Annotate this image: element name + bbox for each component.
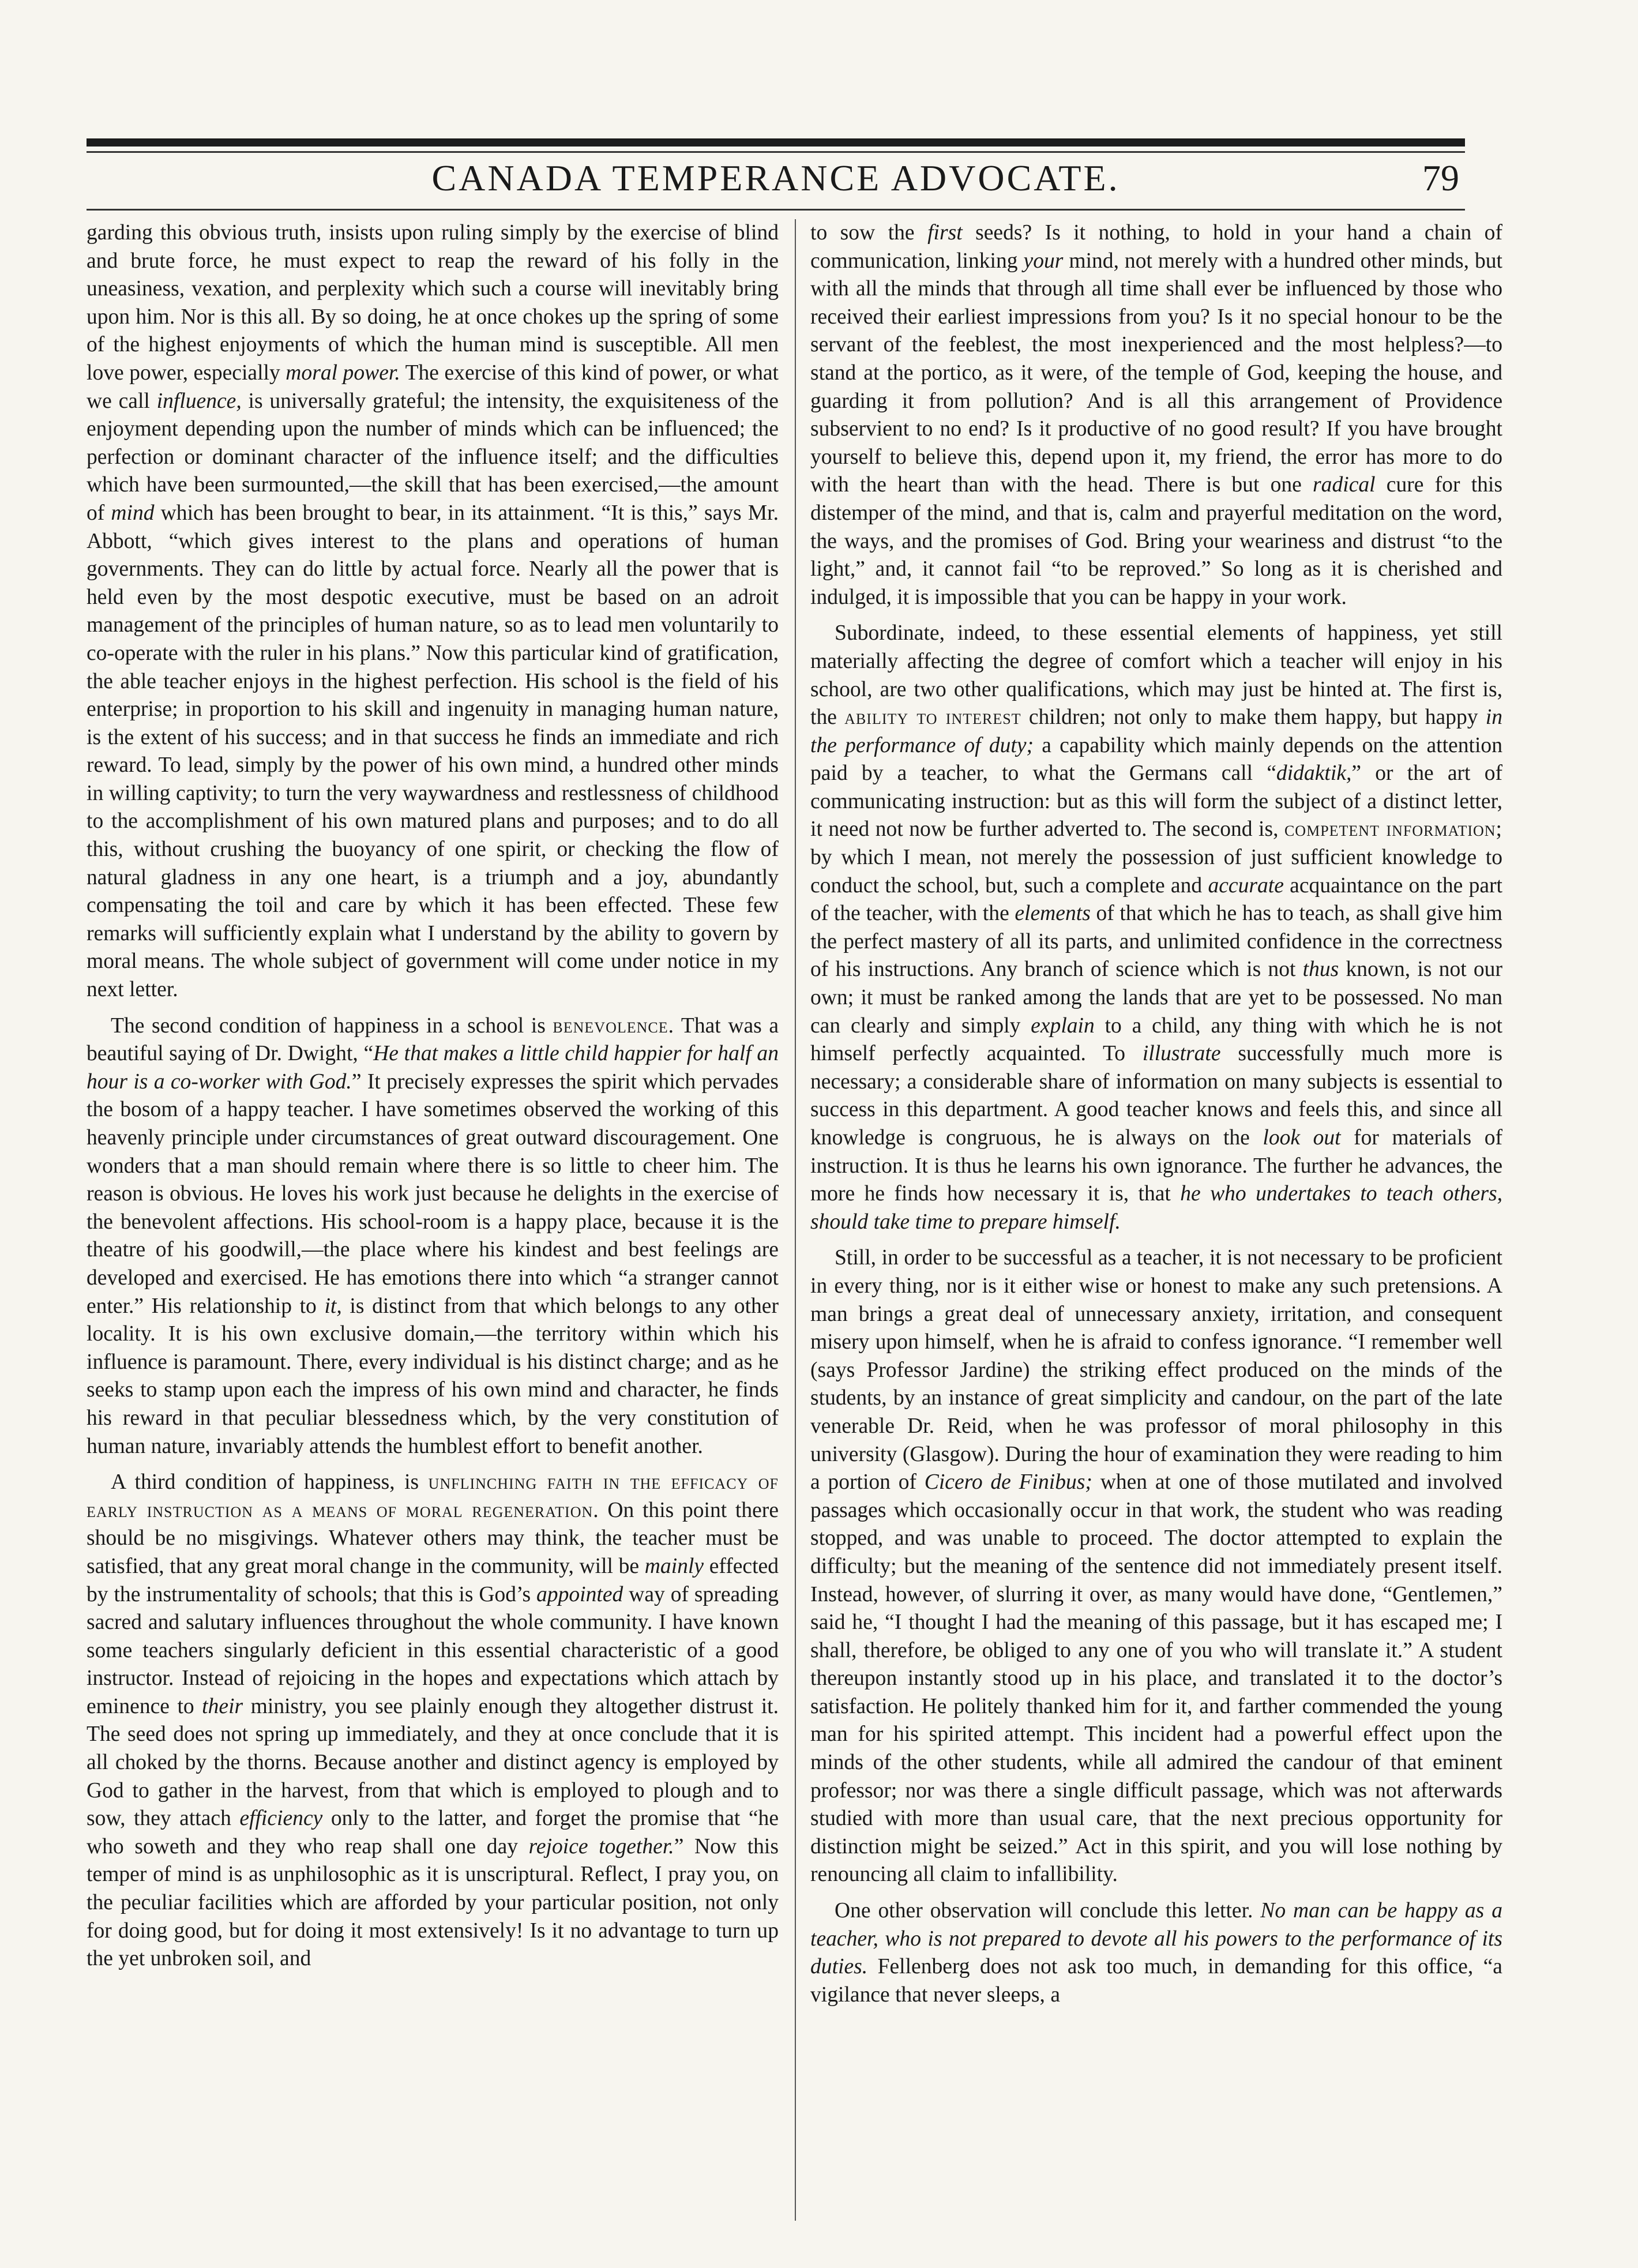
- page-header: [87, 157, 1465, 209]
- page-title: CANADA TEMPERANCE ADVOCATE.: [431, 157, 1120, 198]
- paragraph: One other observation will conclude this letter. No man can be happy as a teacher, who is not prepared to devote all his powers to the performance of its duties. Fellenberg does not ask too much, in demanding for this office, “a vigilance that never sleeps, a: [810, 1899, 1502, 2007]
- paragraph: Still, in order to be successful as a teacher, it is not necessary to be proficient in every thing, nor is it either wise or honest to make any such pretensions. A man brings a great deal of unnecessary anxiety, irritation, and consequent misery upon himself, when he is afraid to confess ignorance. “I remember well (says Professor Jardine) the striking effect produced on the minds of the students, by an instance of great simplicity and candour, on the part of the late venerable Dr. Reid, when he was professor of moral philosophy in this university (Glasgow). During the hour of examination they were reading to him a portion of Cicero de Finibus; when at one of those mutilated and involved passages which occasionally occur in that work, the student who was reading stopped, and was unable to proceed. The doctor attempted to explain the difficulty; but the meaning of the sentence did not immediately present itself. Instead, however, of slurring it over, as many would have done, “Gentlemen,” said he, “I thought I had the meaning of this passage, but it has escaped me; I shall, therefore, be obliged to any one of you who will translate it.” A student thereupon instantly stood up in his place, and translated it to the doctor’s satisfaction. He politely thanked him for it, and farther commended the young man for his spirited attempt. This incident had a powerful effect upon the minds of the other students, while all admired the candour of that eminent professor; nor was there a single difficult passage, which was not afterwards studied with more than usual care, that the next precious opportunity for distinction might be seized.” Act in this spirit, and you will lose nothing by renouncing all claim to infallibility.: [810, 1246, 1502, 1887]
- paragraph: A third condition of happiness, is unflinching faith in the efficacy of early instruction as a means of moral regeneration. On this point there should be no misgivings. Whatever others may think, the teacher must be satisfied, that any great moral change in the community, will be mainly effected by the instrumentality of schools; that this is God’s appointed way of spreading sacred and salutary influences throughout the whole community. I have known some teachers singularly deficient in this essential characteristic of a good instructor. Instead of rejoicing in the hopes and expectations which attach by eminence to their ministry, you see plainly enough they altogether distrust it. The seed does not spring up immediately, and they at once conclude that it is all choked by the thorns. Because another and distinct agency is employed by God to gather in the harvest, from that which is employed to plough and to sow, they attach efficiency only to the latter, and forget the promise that “he who soweth and they who reap shall one day rejoice together.” Now this temper of mind is as unphilosophic as it is unscriptural. Reflect, I pray you, on the peculiar facilities which are afforded by your particular position, not only for doing good, but for doing it most extensively! Is it no advantage to turn up the yet unbroken soil, and: [87, 1470, 779, 1971]
- paragraph: garding this obvious truth, insists upon ruling simply by the exercise of blind and brute force, he must expect to reap the reward of his folly in the uneasiness, vexation, and perplexity which such a course will inevitably bring upon him. Nor is this all. By so doing, he at once chokes up the spring of some of the highest enjoyments of which the human mind is susceptible. All men love power, especially moral power. The exercise of this kind of power, or what we call influence, is universally grateful; the intensity, the exquisiteness of the enjoyment depending upon the number of minds which can be influenced; the perfection or dominant character of the influence itself; and the difficulties which have been surmounted,—the skill that has been exercised,—the amount of mind which has been brought to bear, in its attainment. “It is this,” says Mr. Abbott, “which gives interest to the plans and operations of human governments. They can do little by actual force. Nearly all the power that is held even by the most despotic executive, must be based on an adroit management of the principles of human nature, so as to lead men voluntarily to co-operate with the ruler in his plans.” Now this particular kind of gratification, the able teacher enjoys in the highest perfection. His school is the field of his enterprise; in proportion to his skill and ingenuity in managing human nature, is the extent of his success; and in that success he finds an immediate and rich reward. To lead, simply by the power of his own mind, a hundred other minds in willing captivity; to turn the very waywardness and restlessness of childhood to the accomplishment of his own matured plans and purposes; and to do all this, without crushing the buoyancy of one spirit, or checking the flow of natural gladness in any one heart, is a triumph and a joy, abundantly compensating the toil and care by which it has been effected. These few remarks will sufficiently explain what I understand by the ability to govern by moral means. The whole subject of government will come under notice in my next letter.: [87, 221, 779, 1002]
- left-column: [87, 219, 779, 2221]
- paragraph: to sow the first seeds? Is it nothing, to hold in your hand a chain of communication, linking your mind, not merely with a hundred other minds, but with all the minds that through all time shall ever be influenced by those who received their earliest impressions from you? Is it no special honour to be the servant of the feeblest, the most inexperienced and the most helpless?—to stand at the portico, as it were, of the temple of God, keeping the house, and guarding it from pollution? And is all this arrangement of Providence subservient to no end? Is it productive of no good result? If you have brought yourself to believe this, depend upon it, my friend, the error has more to do with the heart than with the head. There is but one radical cure for this distemper of the mind, and that is, calm and prayerful meditation on the word, the ways, and the promises of God. Bring your weariness and distrust “to the light,” and, it cannot fail “to be reproved.” So long as it is cherished and indulged, it is impossible that you can be happy in your work.: [810, 221, 1502, 609]
- page-number: 79: [1422, 157, 1459, 198]
- paragraph: The second condition of happiness in a school is benevolence. That was a beautiful saying of Dr. Dwight, “He that makes a little child happier for half an hour is a co-worker with God.” It precisely expresses the spirit which pervades the bosom of a happy teacher. I have sometimes observed the working of this heavenly principle under circumstances of great outward discouragement. One wonders that a man should remain where there is so little to cheer him. The reason is obvious. He loves his work just because he delights in the exercise of the benevolent affections. His school-room is a happy place, because it is the theatre of his goodwill,—the place where his kindest and best feelings are developed and exercised. He has emotions there into which “a stranger cannot enter.” His relationship to it, is distinct from that which belongs to any other locality. It is his own exclusive domain,—the territory within which his influence is paramount. There, every individual is his distinct charge; and as he seeks to stamp upon each the impress of his own mind and character, he finds his reward in that peculiar blessedness which, by the very constitution of human nature, invariably attends the humblest effort to benefit another.: [87, 1013, 779, 1458]
- paragraph: Subordinate, indeed, to these essential elements of happiness, yet still materially affecting the degree of comfort which a teacher will enjoy in his school, are two other qualifications, which may just be hinted at. The first is, the ability to interest children; not only to make them happy, but happy in the performance of duty; a capability which mainly depends on the attention paid by a teacher, to what the Germans call “didaktik,” or the art of communicating instruction: but as this will form the subject of a distinct letter, it need not now be further adverted to. The second is, competent information; by which I mean, not merely the possession of just sufficient knowledge to conduct the school, but, such a complete and accurate acquaintance on the part of the teacher, with the elements of that which he has to teach, as shall give him the perfect mastery of all its parts, and unlimited confidence in the correctness of his instructions. Any branch of science which is not thus known, is not our own; it must be ranked among the lands that are yet to be possessed. No man can clearly and simply explain to a child, any thing with which he is not himself perfectly acquainted. To illustrate successfully much more is necessary; a considerable share of information on many subjects is essential to success in this department. A good teacher knows and feels this, and since all knowledge is congruous, he is always on the look out for materials of instruction. It is thus he learns his own ignorance. The further he advances, the more he finds how necessary it is, that he who undertakes to teach others, should take time to prepare himself.: [810, 621, 1502, 1234]
- column-divider: [795, 219, 796, 2221]
- top-heavy-rule: [87, 138, 1465, 147]
- header-rule: [87, 209, 1465, 211]
- right-column: [810, 219, 1502, 2221]
- top-thin-rule: [87, 151, 1465, 153]
